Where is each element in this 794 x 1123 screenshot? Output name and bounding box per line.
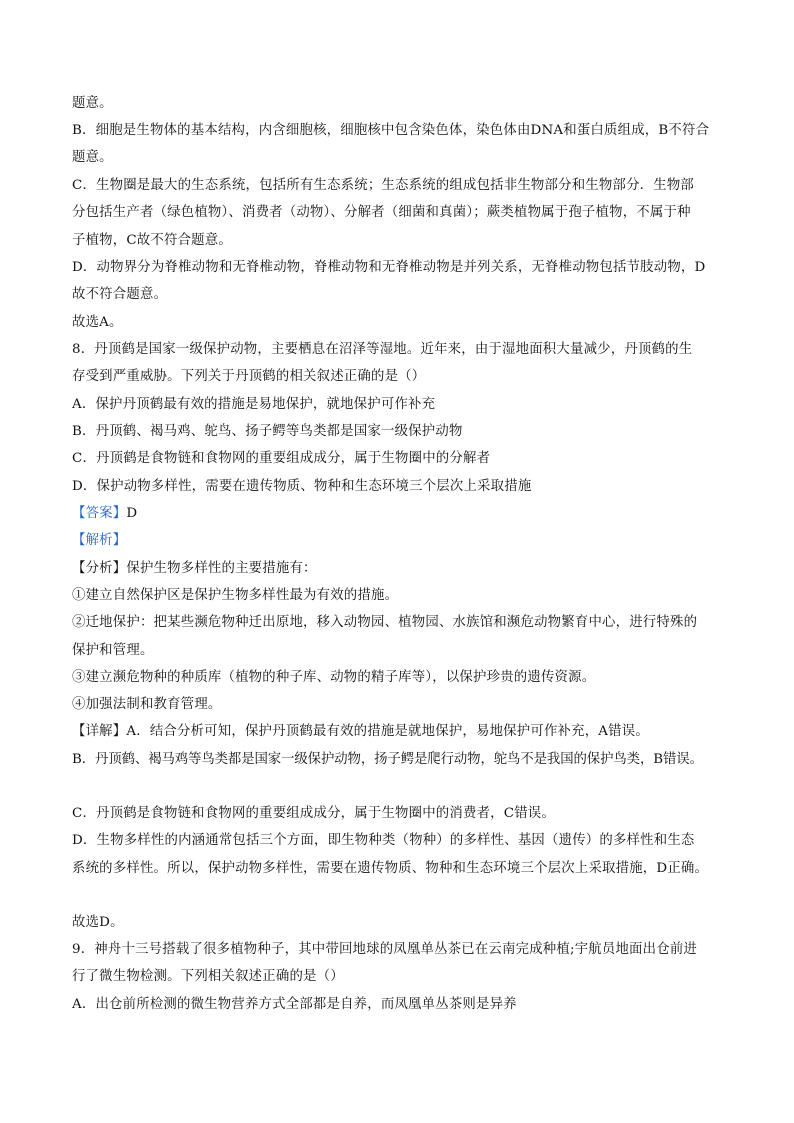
analysis-tag: 【解析】	[72, 533, 127, 548]
answer-value: D	[126, 506, 138, 521]
question-9-stem: 行了微生物检测。下列相关叙述正确的是（）	[72, 969, 344, 984]
text-line: ①建立自然保护区是保护生物多样性最为有效的措施。	[72, 588, 399, 603]
text-line: 保护和管理。	[72, 643, 154, 658]
text-line: ②迁地保护：把某些濒危物种迁出原地，移入动物园、植物园、水族馆和濒危动物繁育中心，进行特殊的	[72, 615, 698, 630]
option-c: C．丹顶鹤是食物链和食物网的重要组成成分，属于生物圈中的分解者	[72, 451, 491, 466]
text-line: 故选D。	[72, 915, 124, 930]
question-9-stem: 9．神舟十三号搭载了很多植物种子，其中带回地球的凤凰单丛茶已在云南完成种植;宇航员地面出仓前进	[72, 942, 698, 957]
text-line: B．丹顶鹤、褐马鸡等鸟类都是国家一级保护动物，扬子鳄是爬行动物，鸵鸟不是我国的保护鸟类，B错误。	[72, 752, 703, 767]
question-8-stem: 8．丹顶鹤是国家一级保护动物，主要栖息在沼泽等湿地。近年来，由于湿地面积大量减少，丹顶鹤的生	[72, 342, 693, 357]
text-line: D．动物界分为脊椎动物和无脊椎动物，脊椎动物和无脊椎动物是并列关系，无脊椎动物包括节肢动物，D	[72, 260, 706, 275]
text-line: 题意。	[72, 96, 113, 111]
question-8-stem: 存受到严重威胁。下列关于丹顶鹤的相关叙述正确的是（）	[72, 369, 426, 384]
text-line: 故选A。	[72, 315, 123, 330]
answer-tag: 【答案】	[72, 506, 127, 521]
text-line: 故不符合题意。	[72, 287, 168, 302]
text-line: C．生物圈是最大的生态系统，包括所有生态系统；生态系统的组成包括非生物部分和生物部分．生物部	[72, 178, 695, 193]
option-b: B．丹顶鹤、褐马鸡、鸵鸟、扬子鳄等鸟类都是国家一级保护动物	[72, 424, 463, 439]
answer-line	[72, 504, 137, 524]
text-line: B．细胞是生物体的基本结构，内含细胞核，细胞核中包含染色体，染色体由DNA和蛋白质组成，B不符合	[72, 123, 710, 138]
option-a: A．出仓前所检测的微生物营养方式全部都是自养，而凤凰单丛茶则是异养	[72, 997, 517, 1012]
text-line: 【分析】保护生物多样性的主要措施有：	[72, 561, 317, 576]
option-a: A．保护丹顶鹤最有效的措施是易地保护，就地保护可作补充	[72, 397, 436, 412]
text-line: 题意。	[72, 150, 113, 165]
text-line: 系统的多样性。所以，保护动物多样性，需要在遗传物质、物种和生态环境三个层次上采取措施，D正确。	[72, 861, 709, 876]
text-line: C．丹顶鹤是食物链和食物网的重要组成成分，属于生物圈中的消费者，C错误。	[72, 806, 555, 821]
text-line: D．生物多样性的内涵通常包括三个方面，即生物种类（物种）的多样性、基因（遗传）的多样性和生态	[72, 833, 695, 848]
text-line: 分包括生产者（绿色植物）、消费者（动物）、分解者（细菌和真菌）；蕨类植物属于孢子植物，不属于种	[72, 205, 691, 220]
text-line: ④加强法制和教育管理。	[72, 697, 222, 712]
text-line: 子植物，C故不符合题意。	[72, 233, 232, 248]
text-line: ③建立濒危物种的种质库（植物的种子库、动物的精子库等），以保护珍贵的遗传资源。	[72, 670, 596, 685]
option-d: D．保护动物多样性，需要在遗传物质、物种和生态环境三个层次上采取措施	[72, 479, 532, 494]
text-line: 【详解】A．结合分析可知，保护丹顶鹤最有效的措施是就地保护，易地保护可作补充，A错误。	[72, 724, 649, 739]
